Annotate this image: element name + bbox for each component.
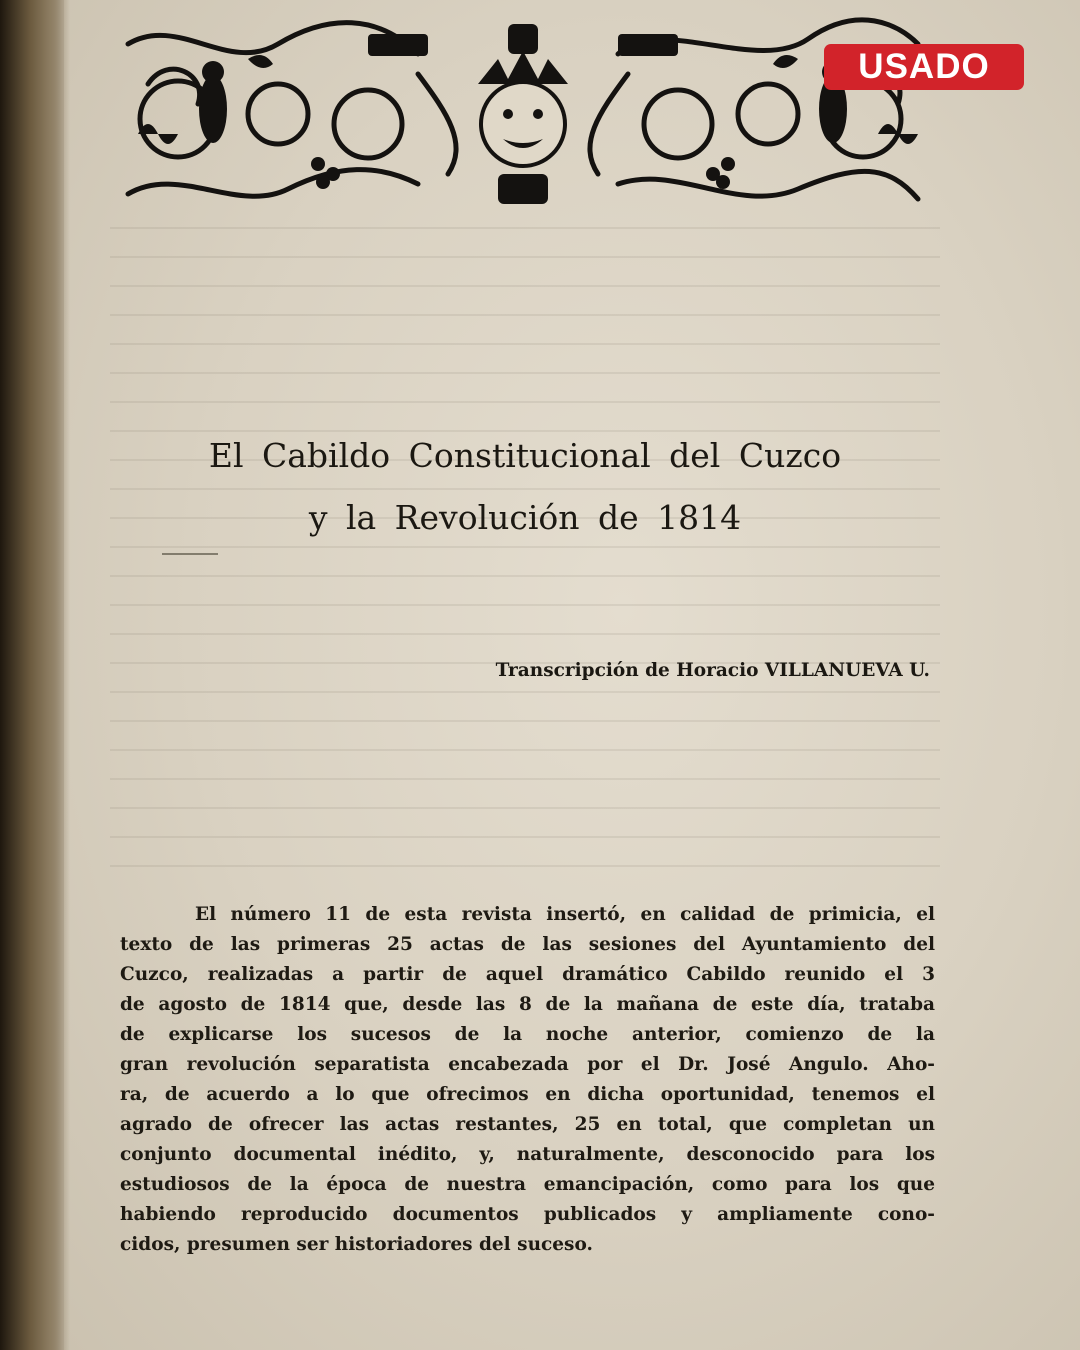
paragraph-line: gran revolución separatista encabezada por el Dr. José Angulo. Aho-: [120, 1054, 935, 1075]
paragraph-line: Cuzco, realizadas a partir de aquel dramático Cabildo reunido el 3: [120, 964, 935, 985]
author-byline: Transcripción de Horacio VILLANUEVA U.: [495, 660, 930, 681]
paragraph-line: de agosto de 1814 que, desde las 8 de la mañana de este día, trataba: [120, 994, 935, 1015]
book-spine-shadow: [0, 0, 70, 1350]
paragraph-line: conjunto documental inédito, y, naturalmente, desconocido para los: [120, 1144, 935, 1165]
used-condition-badge: [824, 44, 1024, 90]
paragraph-line: texto de las primeras 25 actas de las sesiones del Ayuntamiento del: [120, 934, 935, 955]
floral-vine-header-ornament-icon: [118, 14, 928, 219]
paragraph-line: de explicarse los sucesos de la noche anterior, comienzo de la: [120, 1024, 935, 1045]
paragraph-line: cidos, presumen ser historiadores del suceso.: [120, 1234, 593, 1255]
article-title: [160, 425, 890, 549]
paragraph-line: agrado de ofrecer las actas restantes, 25 en total, que completan un: [120, 1114, 935, 1135]
badge-label: USADO: [858, 47, 990, 86]
show-through-text: [110, 210, 940, 890]
body-paragraph: [120, 900, 935, 1260]
title-line-2: y la Revolución de 1814: [308, 498, 742, 537]
paragraph-line: El número 11 de esta revista insertó, en calidad de primicia, el: [195, 904, 935, 925]
title-line-1: El Cabildo Constitucional del Cuzco: [208, 436, 842, 475]
paragraph-line: habiendo reproducido documentos publicados y ampliamente cono-: [120, 1204, 935, 1225]
separator-dash: [162, 553, 218, 555]
paragraph-line: estudiosos de la época de nuestra emancipación, como para los que: [120, 1174, 935, 1195]
paragraph-line: ra, de acuerdo a lo que ofrecimos en dicha oportunidad, tenemos el: [120, 1084, 935, 1105]
